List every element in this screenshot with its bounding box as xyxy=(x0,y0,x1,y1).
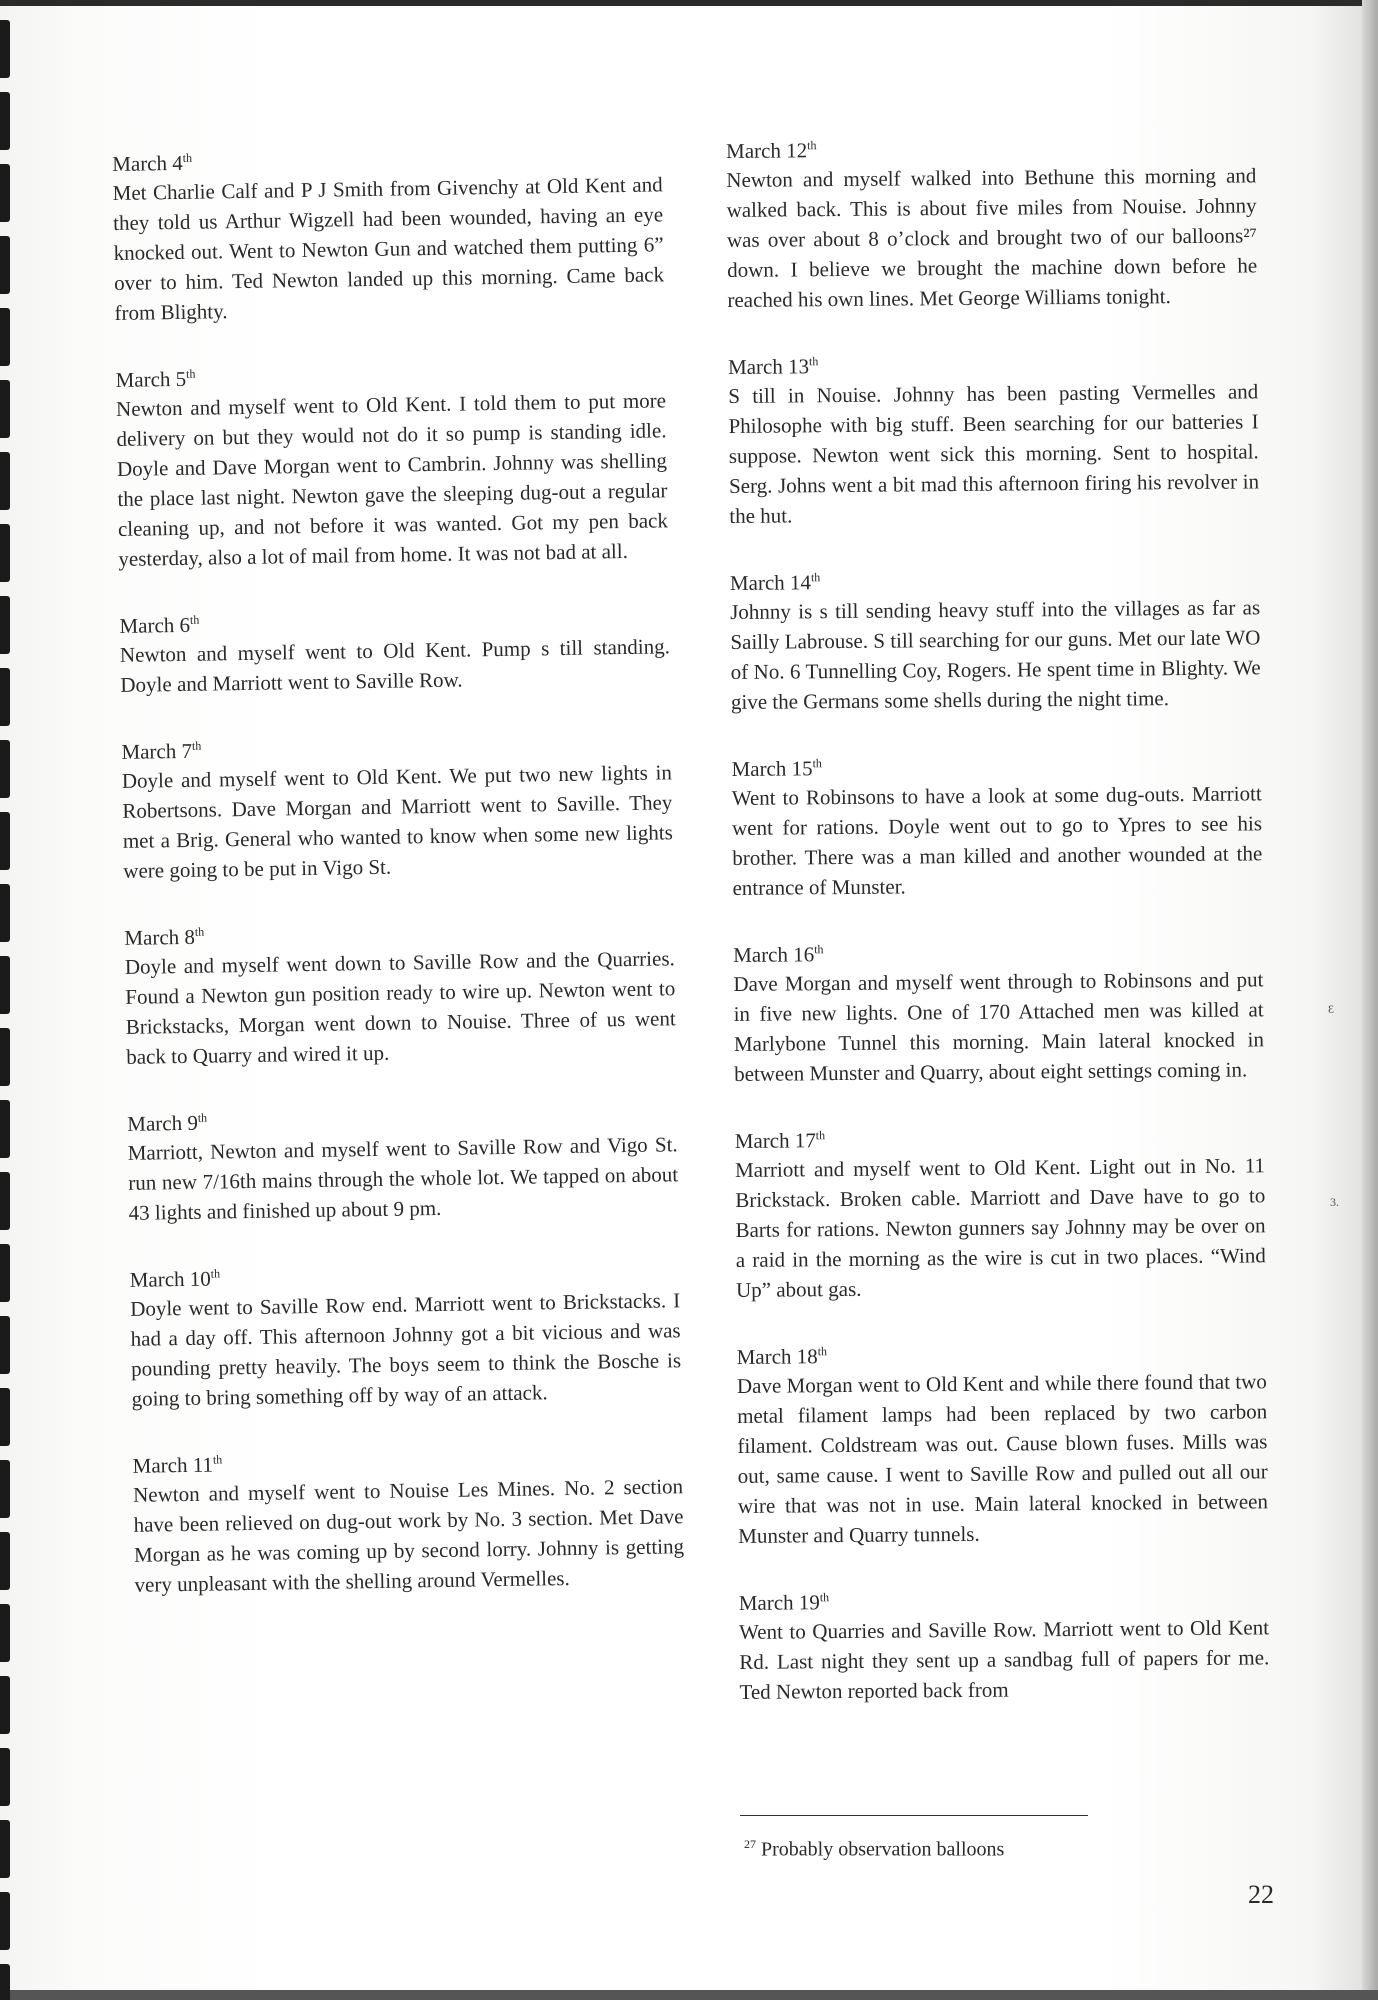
margin-mark: 3. xyxy=(1330,1195,1339,1209)
entry-month: March xyxy=(129,1267,185,1292)
binding-hole xyxy=(0,1964,10,2000)
entry-month: March xyxy=(736,1344,792,1369)
entry-day-suffix: th xyxy=(194,924,205,939)
right-column xyxy=(726,132,1270,1745)
margin-mark: Ɛ xyxy=(1328,1002,1335,1016)
entry-day: 14 xyxy=(789,570,812,595)
diary-entry xyxy=(739,1584,1270,1707)
entry-day-suffix: th xyxy=(810,570,821,585)
scan-top-edge xyxy=(0,0,1378,6)
diary-entry xyxy=(730,564,1261,717)
entry-day: 6 xyxy=(179,612,191,637)
binding-hole xyxy=(0,380,10,438)
entry-day-suffix: th xyxy=(819,1590,830,1605)
entry-day: 12 xyxy=(786,138,808,163)
diary-entry xyxy=(127,1101,679,1228)
binding-hole xyxy=(0,1172,10,1230)
entry-month: March xyxy=(112,151,168,176)
spiral-binding xyxy=(0,0,14,2000)
entry-day-suffix: th xyxy=(814,942,824,957)
entry-day-suffix: th xyxy=(807,138,817,153)
entry-month: March xyxy=(115,367,171,392)
binding-hole xyxy=(0,1460,10,1518)
entry-month: March xyxy=(734,1128,790,1153)
entry-text: Newton and myself walked into Bethune this morning and walked back. This is about five miles from Nouise. Johnny was over about 8 o’clock and brought two of our balloons²⁷ down. I believe we brought the machine down before he reached his own lines. Met George Williams tonight. xyxy=(726,163,1258,312)
binding-hole xyxy=(0,524,10,582)
entry-day-suffix: th xyxy=(197,1110,208,1125)
entry-day-suffix: th xyxy=(182,150,193,165)
scan-bottom-edge xyxy=(0,1990,1378,2000)
binding-hole xyxy=(0,1748,10,1806)
entry-month: March xyxy=(124,925,180,950)
diary-entry xyxy=(733,936,1264,1089)
entry-day-suffix: th xyxy=(212,1452,223,1467)
entry-month: March xyxy=(733,942,789,967)
diary-entry xyxy=(132,1443,684,1600)
entry-text: Newton and myself went to Nouise Les Mines. No. 2 section have been relieved on dug-out work by No. 3 section. Met Dave Morgan as he was coming up by second lorry. Johnny is getting very unpleasant with the shelling around Vermelles. xyxy=(132,1474,685,1597)
diary-entry xyxy=(130,1257,682,1414)
entry-month: March xyxy=(727,354,783,379)
binding-hole xyxy=(0,236,10,294)
entry-day-suffix: th xyxy=(185,366,196,381)
diary-entry xyxy=(735,1122,1267,1305)
entry-day-suffix: th xyxy=(812,756,822,771)
entry-day-suffix: th xyxy=(817,1344,828,1359)
entry-text: Newton and myself went to Old Kent. Pump s till standing. Doyle and Marriott went to Saville Row. xyxy=(119,634,671,697)
entry-text: S till in Nouise. Johnny has been pasting Vermelles and Philosophe with big stuff. Been searching for our batteries I suppose. Newton went sick this morning. Sent to hospital. Serg. Johns went a bit mad this afternoon firing his revolver in the hut. xyxy=(728,379,1260,528)
entry-text: Newton and myself went to Old Kent. I told them to put more delivery on but they would not do it so pump is standing idle. Doyle and Dave Morgan went to Cambrin. Johnny was shelling the place last night. Newton gave the sleeping dug-out a regular cleaning up, and not before it was wanted. Got my pen back yesterday, also a lot of mail from home. It was not bad at all. xyxy=(115,388,669,571)
entry-day: 4 xyxy=(172,150,183,176)
diary-entry xyxy=(731,750,1262,903)
entry-text: Johnny is s till sending heavy stuff into the villages as far as Sailly Labrouse. S till searching for our guns. Met our late WO of No. 6 Tunnelling Coy, Rogers. He spent time in Blighty. We give the Germans some shells during the night time. xyxy=(730,595,1261,714)
binding-hole xyxy=(0,956,10,1014)
diary-entry xyxy=(115,357,668,574)
entry-month: March xyxy=(726,138,782,163)
binding-hole xyxy=(0,884,10,942)
binding-hole xyxy=(0,1820,10,1878)
diary-entry xyxy=(112,141,665,328)
diary-entry xyxy=(737,1338,1269,1551)
entry-month: March xyxy=(731,756,787,781)
binding-hole xyxy=(0,1100,10,1158)
binding-hole xyxy=(0,1244,10,1302)
binding-hole xyxy=(0,1604,10,1662)
scan-right-edge xyxy=(1362,0,1378,2000)
page-number: 22 xyxy=(1248,1880,1274,1909)
left-column xyxy=(112,141,685,1637)
diary-entry xyxy=(726,132,1258,315)
entry-day: 8 xyxy=(184,924,196,949)
entry-day: 11 xyxy=(192,1452,214,1477)
entry-day-suffix: th xyxy=(191,738,202,753)
binding-hole xyxy=(0,308,10,366)
entry-day-suffix: th xyxy=(808,354,819,369)
entry-text: Doyle went to Saville Row end. Marriott went to Brickstacks. I had a day off. This afternoon Johnny got a bit vicious and was pounding pretty heavily. The boys seem to think the Bosche is going to bring something off by way of an attack. xyxy=(130,1288,682,1411)
entry-text: Marriott, Newton and myself went to Saville Row and Vigo St. run new 7/16th mains through the whole lot. We tapped on about 43 lights and finished up about 9 pm. xyxy=(127,1132,679,1225)
footnote-text: Probably observation balloons xyxy=(761,1838,1005,1861)
footnote xyxy=(744,1831,1004,1863)
entry-month: March xyxy=(119,613,175,638)
entry-day: 13 xyxy=(787,354,810,379)
binding-hole xyxy=(0,740,10,798)
binding-hole xyxy=(0,1892,10,1950)
entry-text: Doyle and myself went down to Saville Row and the Quarries. Found a Newton gun position ready to wire up. Newton went to Brickstacks, Morgan went down to Nouise. Three of us went back to Quarry and wired it up. xyxy=(124,946,676,1069)
binding-hole xyxy=(0,92,10,150)
binding-hole xyxy=(0,668,10,726)
entry-day-suffix: th xyxy=(210,1266,221,1281)
diary-entry xyxy=(124,915,676,1072)
footnote-rule xyxy=(740,1815,1088,1816)
binding-hole xyxy=(0,596,10,654)
entry-month: March xyxy=(132,1452,188,1478)
entry-text: Dave Morgan and myself went through to Robinsons and put in five new lights. One of 170 Attached men was killed at Marlybone Tunnel this morning. Main lateral knocked in between Munster and Quarry, about eight settings coming in. xyxy=(733,967,1264,1086)
entry-day: 19 xyxy=(798,1590,820,1615)
entry-day: 10 xyxy=(189,1266,211,1291)
entry-month: March xyxy=(127,1111,183,1136)
binding-hole xyxy=(0,812,10,870)
binding-hole xyxy=(0,1676,10,1734)
entry-day: 7 xyxy=(181,738,193,763)
entry-day-suffix: th xyxy=(189,612,200,627)
entry-text: Went to Quarries and Saville Row. Marriott went to Old Kent Rd. Last night they sent up a sandbag full of papers for me. Ted Newton reported back from xyxy=(738,1615,1270,1704)
diary-entry xyxy=(119,603,670,700)
entry-text: Doyle and myself went to Old Kent. We put two new lights in Robertsons. Dave Morgan and Marriott went to Saville. They met a Brig. General who wanted to know when some new lights were going to be put in Vigo St. xyxy=(121,760,673,883)
entry-day: 5 xyxy=(175,366,187,392)
entry-month: March xyxy=(738,1590,794,1615)
entry-day: 9 xyxy=(187,1110,199,1135)
entry-day: 15 xyxy=(791,756,813,781)
entry-day: 17 xyxy=(794,1128,816,1153)
entry-day: 16 xyxy=(793,942,815,967)
binding-hole xyxy=(0,1388,10,1446)
entry-text: Marriott and myself went to Old Kent. Light out in No. 11 Brickstack. Broken cable. Marriott and Dave have to go to Barts for rations. Newton gunners say Johnny may be over on a raid in the morning as the wire is cut in two places. “Wind Up” about gas. xyxy=(734,1153,1266,1302)
diary-entry xyxy=(728,348,1260,531)
binding-hole xyxy=(0,20,10,78)
entry-day: 18 xyxy=(796,1344,818,1369)
entry-text: Dave Morgan went to Old Kent and while there found that two metal filament lamps had been replaced by two carbon filament. Coldstream was out. Cause blown fuses. Mills was out, same cause. I went to Saville Row and pulled out all our wire that was not in use. Main lateral knocked in between Munster and Quarry tunnels. xyxy=(736,1369,1269,1548)
entry-month: March xyxy=(121,739,177,764)
entry-day-suffix: th xyxy=(815,1128,826,1143)
binding-hole xyxy=(0,1532,10,1590)
entry-text: Met Charlie Calf and P J Smith from Givenchy at Old Kent and they told us Arthur Wigzell had been wounded, having an eye knocked out. Went to Newton Gun and watched them putting 6” over to him. Ted Newton landed up this morning. Came back from Blighty. xyxy=(112,172,665,325)
binding-hole xyxy=(0,452,10,510)
diary-entry xyxy=(121,729,673,886)
entry-text: Went to Robinsons to have a look at some dug-outs. Marriott went for rations. Doyle went out to go to Ypres to see his brother. There was a man killed and another wounded at the entrance of Munster. xyxy=(731,781,1263,900)
footnote-number: 27 xyxy=(744,1837,756,1851)
binding-hole xyxy=(0,1028,10,1086)
binding-hole xyxy=(0,164,10,222)
entry-month: March xyxy=(729,570,785,595)
binding-hole xyxy=(0,1316,10,1374)
